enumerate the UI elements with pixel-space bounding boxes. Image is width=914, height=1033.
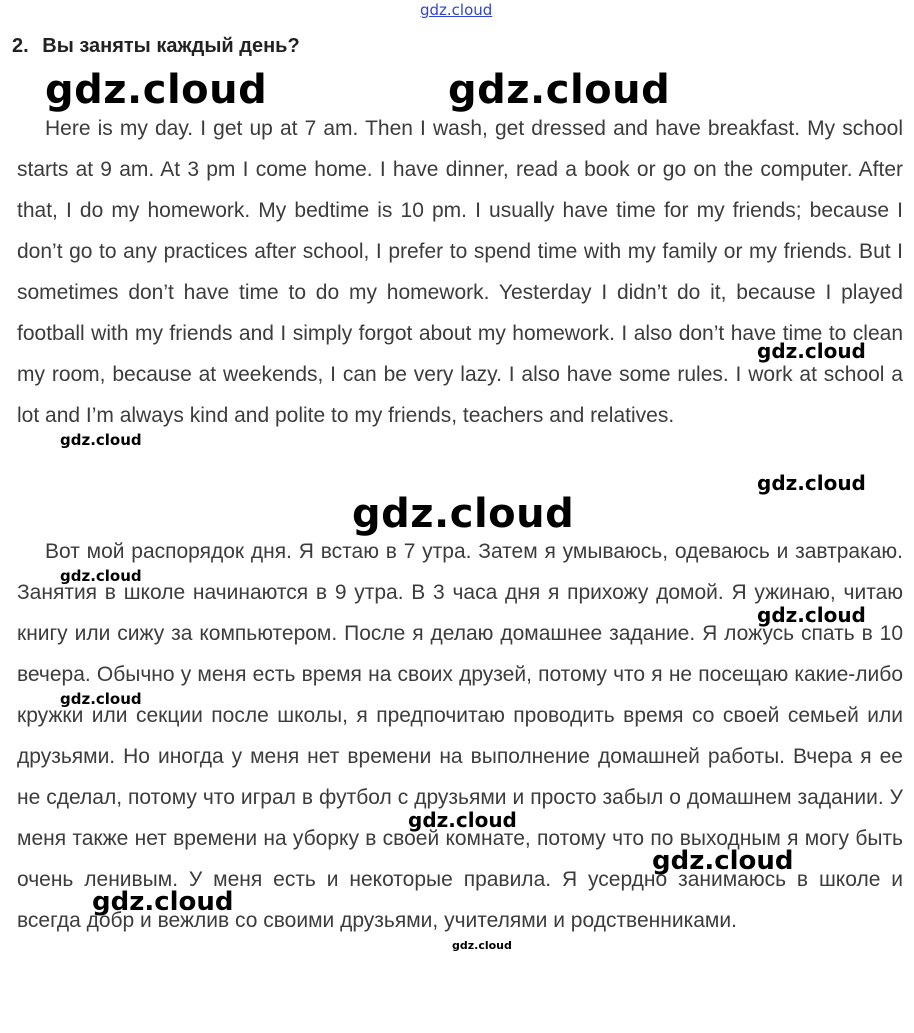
watermark: gdz.cloud: [60, 690, 142, 708]
watermark: gdz.cloud: [92, 887, 234, 917]
watermark: gdz.cloud: [352, 491, 575, 537]
watermark: gdz.cloud: [757, 339, 866, 363]
watermark: gdz.cloud: [757, 603, 866, 627]
watermark: gdz.cloud: [45, 67, 268, 113]
exercise-heading: [12, 32, 300, 60]
watermark: gdz.cloud: [60, 567, 142, 585]
watermark: gdz.cloud: [452, 939, 512, 952]
watermark-top-link[interactable]: gdz.cloud: [420, 1, 493, 19]
watermark: gdz.cloud: [448, 67, 671, 113]
exercise-title: Вы заняты каждый день?: [42, 35, 300, 57]
watermark: gdz.cloud: [652, 846, 794, 876]
watermark: gdz.cloud: [757, 471, 866, 495]
watermark: gdz.cloud: [408, 808, 517, 832]
exercise-number: 2.: [12, 35, 29, 57]
watermark: gdz.cloud: [60, 431, 142, 449]
english-text: Here is my day. I get up at 7 am. Then I wash, get dressed and have breakfast. My school starts at 9 am. At 3 pm I come home. I have dinner, read a book or go on the computer. After that, I do my homework. My bedtime is 10 pm. I usually have time for my friends; because I don’t go to any practices after school, I prefer to spend time with my family or my friends. But I sometimes don’t have time to do my homework. Yesterday I didn’t do it, because I played football with my friends and I simply forgot about my homework. I also don’t have time to clean my room, because at weekends, I can be very lazy. I also have some rules. I work at school a lot and I’m always kind and polite to my friends, teachers and relatives.: [17, 117, 903, 427]
russian-text: Вот мой распорядок дня. Я встаю в 7 утра. Затем я умываюсь, одеваюсь и завтракаю. Занятия в школе начинаются в 9 утра. В 3 часа дня я прихожу домой. Я ужинаю, читаю книгу или сижу за компьютером. После я делаю домашнее задание. Я ложусь спать в 10 вечера. Обычно у меня есть время на своих друзей, потому что я не посещаю какие-либо кружки или секции после школы, я предпочитаю проводить время со своей семьей или друзьями. Но иногда у меня нет времени на выполнение домашней работы. Вчера я ее не сделал, потому что играл в футбол с друзьями и просто забыл о домашнем задании. У меня также нет времени на уборку в своей комнате, потому что по выходным я могу быть очень ленивым. У меня есть и некоторые правила. Я усердно занимаюсь в школе и всегда добр и вежлив со своими друзьями, учителями и родственниками.: [17, 540, 903, 932]
